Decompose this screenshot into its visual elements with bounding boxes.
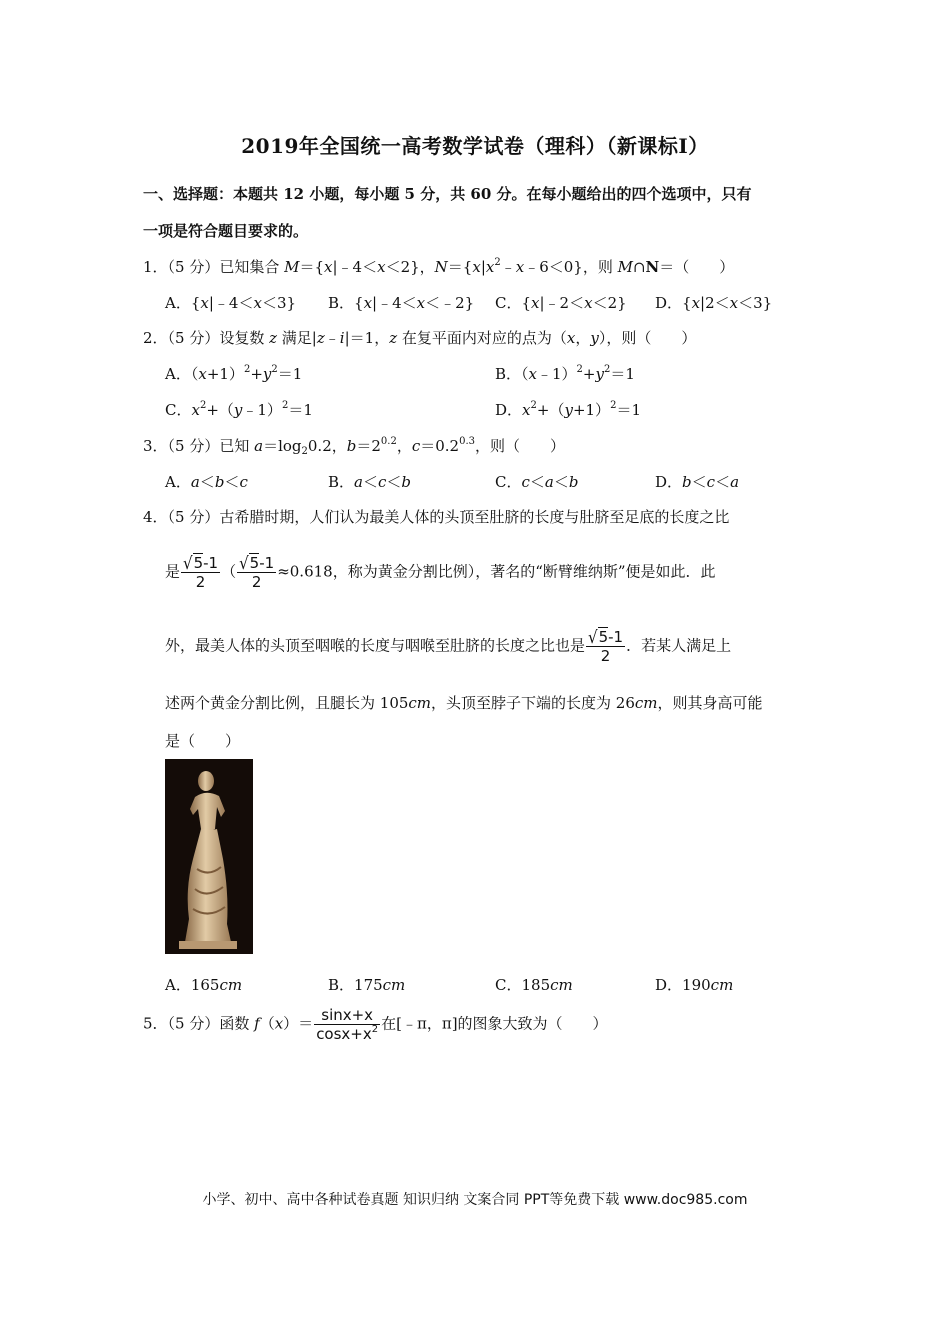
- q3-option-c: C．c＜a＜b: [495, 473, 579, 491]
- q3-option-a: A．a＜b＜c: [165, 473, 248, 491]
- q1-stem: 1．（5 分）已知集合 M＝{x|﹣4＜x＜2}，$N=\{x|x^2﹣x﹣6<0\}$，则 M∩N＝（ ）: [143, 257, 735, 276]
- section-instruction-line1: 一、选择题：本题共 12 小题，每小题 5 分，共 60 分。在每小题给出的四个选项中，只有: [143, 185, 752, 203]
- q1-option-b: B．{x|﹣4＜x＜﹣2}: [328, 294, 475, 312]
- golden-ratio-fraction: $\frac{√5-1}{2}$: [588, 626, 624, 665]
- q4-option-a: A．165cm: [165, 976, 243, 994]
- q4-option-b: B．175cm: [328, 976, 406, 994]
- q2-option-b: B．$(x﹣1)^2+y^2=1$: [495, 364, 635, 383]
- q2-option-c: C．$x^2+(y﹣1)^2=1$: [165, 400, 313, 419]
- q2-option-a: A．$(x+1)^2+y^2=1$: [165, 364, 303, 383]
- section-instruction-line2: 一项是符合题目要求的。: [143, 222, 309, 240]
- q4-option-d: D．190cm: [655, 976, 734, 994]
- q3-stem: 3．（5 分）已知 $a=\log_20.2$，$b=2^{0.2}$，$c=0.2^{0.3}$，则（ ）: [143, 436, 566, 457]
- q4-line1: 4．（5 分）古希腊时期，人们认为最美人体的头顶至肚脐的长度与肚脐至足底的长度之比: [143, 508, 730, 526]
- q1-option-c: C．{x|﹣2＜x＜2}: [495, 294, 627, 312]
- q3-option-b: B．a＜c＜b: [328, 473, 412, 491]
- golden-ratio-fraction: $\frac{√5-1}{2}$: [183, 552, 219, 591]
- q5-stem: 5．（5 分）函数 f（x）＝ $\frac{\sin x+x}{\cos x+x^2}$ 在[﹣π，π]的图象大致为（ ）: [143, 1006, 608, 1043]
- function-fraction: $\frac{\sin x+x}{\cos x+x^2}$: [316, 1006, 379, 1043]
- q4-line4: 述两个黄金分割比例，且腿长为 105cm，头顶至脖子下端的长度为 26cm，则其身高可能: [165, 694, 763, 712]
- q1-option-d: D．{x|2＜x＜3}: [655, 294, 773, 312]
- q3-option-d: D．b＜c＜a: [655, 473, 740, 491]
- q2-stem: 2．（5 分）设复数 z 满足|z﹣i|＝1，z 在复平面内对应的点为（x，y），则（ ）: [143, 329, 697, 347]
- q4-line3: 外，最美人体的头顶至咽喉的长度与咽喉至肚脐的长度之比也是 $\frac{√5-1}{2}$ ．若某人满足上: [165, 626, 732, 665]
- page-title: 2019年全国统一高考数学试卷（理科）（新课标Ⅰ）: [241, 134, 709, 158]
- q4-line2: 是 $\frac{√5-1}{2}$ （ $\frac{√5-1}{2}$ ≈0.618，称为黄金分割比例），著名的“断臂维纳斯”便是如此．此: [165, 552, 716, 591]
- q2-option-d: D．$x^2+(y+1)^2=1$: [495, 400, 641, 419]
- q4-line5: 是（ ）: [165, 732, 241, 750]
- golden-ratio-fraction: $\frac{√5-1}{2}$: [239, 552, 275, 591]
- page-footer: 小学、初中、高中各种试卷真题 知识归纳 文案合同 PPT等免费下载 www.doc985.com: [202, 1192, 748, 1208]
- q1-option-a: A．{x|﹣4＜x＜3}: [165, 294, 297, 312]
- venus-de-milo-image: [165, 759, 253, 954]
- q4-option-c: C．185cm: [495, 976, 573, 994]
